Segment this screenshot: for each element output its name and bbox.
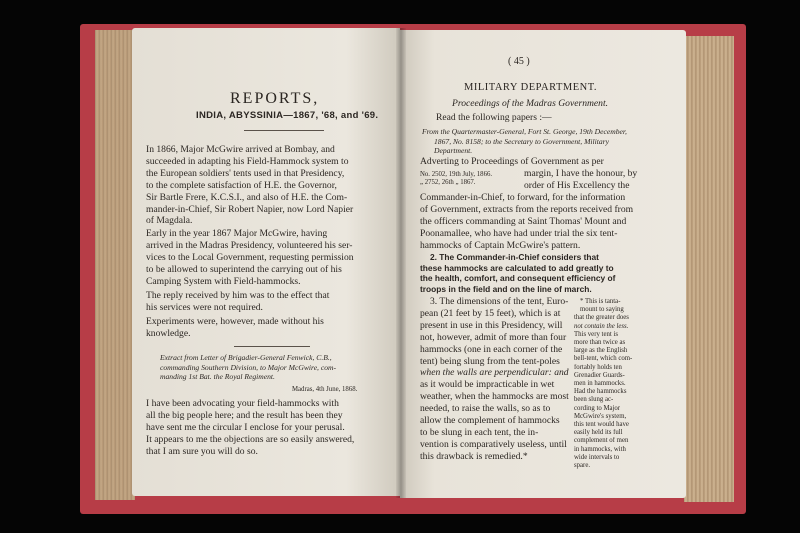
text-line: hammocks (one in each corner of the bbox=[420, 343, 563, 355]
text-line: Sir Bartle Frere, K.C.S.I., and also of H.E. the Com- bbox=[146, 191, 348, 203]
margin-text bbox=[524, 168, 682, 192]
title-rule bbox=[244, 130, 324, 131]
paragraph-3 bbox=[420, 296, 570, 463]
text-line: tent) being slung from the tent-poles bbox=[420, 355, 560, 367]
adverting-line: Adverting to Proceedings of Government as per bbox=[420, 156, 604, 167]
footnote-line: easily held its full bbox=[574, 429, 623, 437]
text-line: his services were not required. bbox=[146, 301, 263, 313]
right-page-edges bbox=[684, 36, 734, 502]
text-line: I have been advocating your field-hammocks with bbox=[146, 398, 339, 409]
text-line: to the complete satisfaction of H.E. the Governor, bbox=[146, 179, 337, 191]
from-note bbox=[422, 127, 680, 156]
footnote-line: Had the hammocks bbox=[574, 388, 627, 396]
left-page-edges bbox=[95, 30, 135, 500]
text-line: that I am sure you will do so. bbox=[146, 445, 258, 457]
page-number: ( 45 ) bbox=[508, 56, 530, 67]
paragraph-4 bbox=[146, 316, 396, 340]
text-line: Early in the year 1867 Major McGwire, having bbox=[146, 228, 328, 239]
footnote bbox=[574, 298, 674, 470]
text-line: vices to the Local Government, requesting permission bbox=[146, 251, 354, 263]
book-gutter bbox=[396, 28, 406, 498]
margin-ref: No. 2502, 19th July, 1866. bbox=[420, 171, 493, 178]
text-line: to be slung in each tent, the in- bbox=[420, 426, 539, 438]
text-line: margin, I have the honour, by bbox=[524, 168, 638, 179]
text-line: In 1866, Major McGwire arrived at Bombay, and bbox=[146, 144, 335, 155]
paragraph-2 bbox=[146, 228, 396, 288]
footnote-line: wide intervals to bbox=[574, 453, 620, 461]
footnote-line: not contain the less. bbox=[574, 322, 629, 330]
text-line: allow the complement of hammocks bbox=[420, 415, 560, 427]
text-line: vention is comparatively useless, until bbox=[420, 438, 567, 450]
margin-ref: „ 2752, 26th „ 1867. bbox=[420, 179, 476, 187]
extract-heading bbox=[160, 353, 396, 382]
footnote-line: McGwire's system, bbox=[574, 412, 627, 420]
paragraph-1 bbox=[146, 144, 396, 227]
footnote-line: fortably holds ten bbox=[574, 363, 622, 371]
text-line: arrived in the Madras Presidency, volunteered his ser- bbox=[146, 239, 353, 251]
text-line: From the Quartermaster-General, Fort St. George, 19th December, bbox=[422, 127, 627, 136]
text-line: have sent me the circular I enclose for your perusal. bbox=[146, 421, 345, 433]
text-line: succeeded in adapting his Field-Hammock system to bbox=[146, 155, 349, 167]
text-line: this drawback is remedied.* bbox=[420, 450, 528, 462]
text-line: Department. bbox=[434, 146, 473, 156]
left-page bbox=[132, 28, 400, 496]
text-line: Commander-in-Chief, to forward, for the information bbox=[420, 192, 626, 203]
dateline: Madras, 4th June, 1868. bbox=[292, 386, 358, 393]
right-page bbox=[400, 30, 686, 498]
paragraph-2-bold bbox=[420, 252, 682, 294]
text-line: needed, to raise the walls, so as to bbox=[420, 403, 551, 415]
footnote-line: cording to Major bbox=[574, 404, 621, 412]
text-line: The reply received by him was to the effect that bbox=[146, 290, 330, 301]
text-line: Extract from Letter of Brigadier-General Fenwick, C.B., bbox=[160, 353, 332, 362]
footnote-line: men in hammocks. bbox=[574, 380, 626, 388]
page-subtitle: INDIA, ABYSSINIA—1867, '68, and '69. bbox=[196, 110, 379, 121]
text-line: 2. The Commander-in-Chief considers that bbox=[430, 252, 599, 262]
text-line: the health, comfort, and consequent efficiency of bbox=[420, 273, 616, 284]
footnote-line: mount to saying bbox=[580, 306, 624, 314]
text-line: knowledge. bbox=[146, 327, 191, 339]
footnote-line: been slung ac- bbox=[574, 396, 614, 404]
department-header: MILITARY DEPARTMENT. bbox=[464, 82, 597, 93]
text-line: manding 1st Bat. the Royal Regiment. bbox=[160, 372, 275, 382]
section-rule bbox=[234, 346, 310, 347]
footnote-line: * This is tanta- bbox=[580, 298, 621, 305]
text-line: to be allowed to superintend the carrying out of his bbox=[146, 263, 342, 275]
paragraph-3 bbox=[146, 290, 396, 314]
text-line: 1867, No. 8158; to the Secretary to Government, Military bbox=[434, 136, 609, 146]
footnote-line: large as the English bbox=[574, 347, 628, 355]
paragraph-main bbox=[420, 192, 682, 252]
text-line: as it would be impracticable in wet bbox=[420, 379, 555, 391]
text-line: not, however, admit of more than four bbox=[420, 331, 567, 343]
text-line: It appears to me the objections are so easily answered, bbox=[146, 433, 355, 445]
text-line: the European soldiers' tents used in that Presidency, bbox=[146, 167, 345, 179]
text-line: 3. The dimensions of the tent, Euro- bbox=[430, 296, 569, 307]
text-line: of Government, extracts from the reports received from bbox=[420, 203, 634, 215]
text-line: Experiments were, however, made without his bbox=[146, 316, 324, 327]
footnote-line: complement of men bbox=[574, 437, 629, 445]
text-line: Camping System with Field-hammocks. bbox=[146, 275, 301, 287]
footnote-line: more than twice as bbox=[574, 339, 626, 347]
footnote-line: Grenadier Guards- bbox=[574, 371, 625, 379]
footnote-line: that the greater does bbox=[574, 314, 629, 322]
footnote-line: spare. bbox=[574, 462, 591, 470]
text-line: troops in the field and on the line of march. bbox=[420, 283, 592, 294]
footnote-line: this tent would have bbox=[574, 421, 629, 429]
text-line: present in use in this Presidency, will bbox=[420, 319, 563, 331]
text-line: mander-in-Chief, Sir Robert Napier, now Lord Napier bbox=[146, 203, 354, 215]
text-line: of Magdala. bbox=[146, 215, 193, 227]
text-line: order of His Excellency the bbox=[524, 179, 630, 191]
page-title: REPORTS, bbox=[230, 90, 320, 107]
footnote-line: in hammocks, with bbox=[574, 445, 626, 453]
footnote-line: bell-tent, which com- bbox=[574, 355, 633, 363]
read-line: Read the following papers :— bbox=[436, 112, 552, 123]
text-line: Poonamallee, who have had under trial the six tent- bbox=[420, 227, 618, 239]
footnote-line: This very tent is bbox=[574, 330, 618, 338]
text-line: when the walls are perpendicular: and bbox=[420, 367, 569, 379]
text-line: pean (21 feet by 15 feet), which is at bbox=[420, 307, 561, 319]
text-line: hammocks of Captain McGwire's pattern. bbox=[420, 239, 581, 251]
text-line: commanding Southern Division, to Major McGwire, com- bbox=[160, 362, 337, 372]
text-line: the officers commanding at Saint Thomas' Mount and bbox=[420, 215, 627, 227]
department-subheader: Proceedings of the Madras Government. bbox=[452, 98, 609, 109]
text-line: all the big people here; and the result has been they bbox=[146, 409, 343, 421]
text-line: weather, when the hammocks are most bbox=[420, 391, 569, 403]
margin-refs bbox=[420, 171, 520, 187]
paragraph-5 bbox=[146, 398, 396, 458]
text-line: these hammocks are calculated to add greatly to bbox=[420, 262, 614, 273]
